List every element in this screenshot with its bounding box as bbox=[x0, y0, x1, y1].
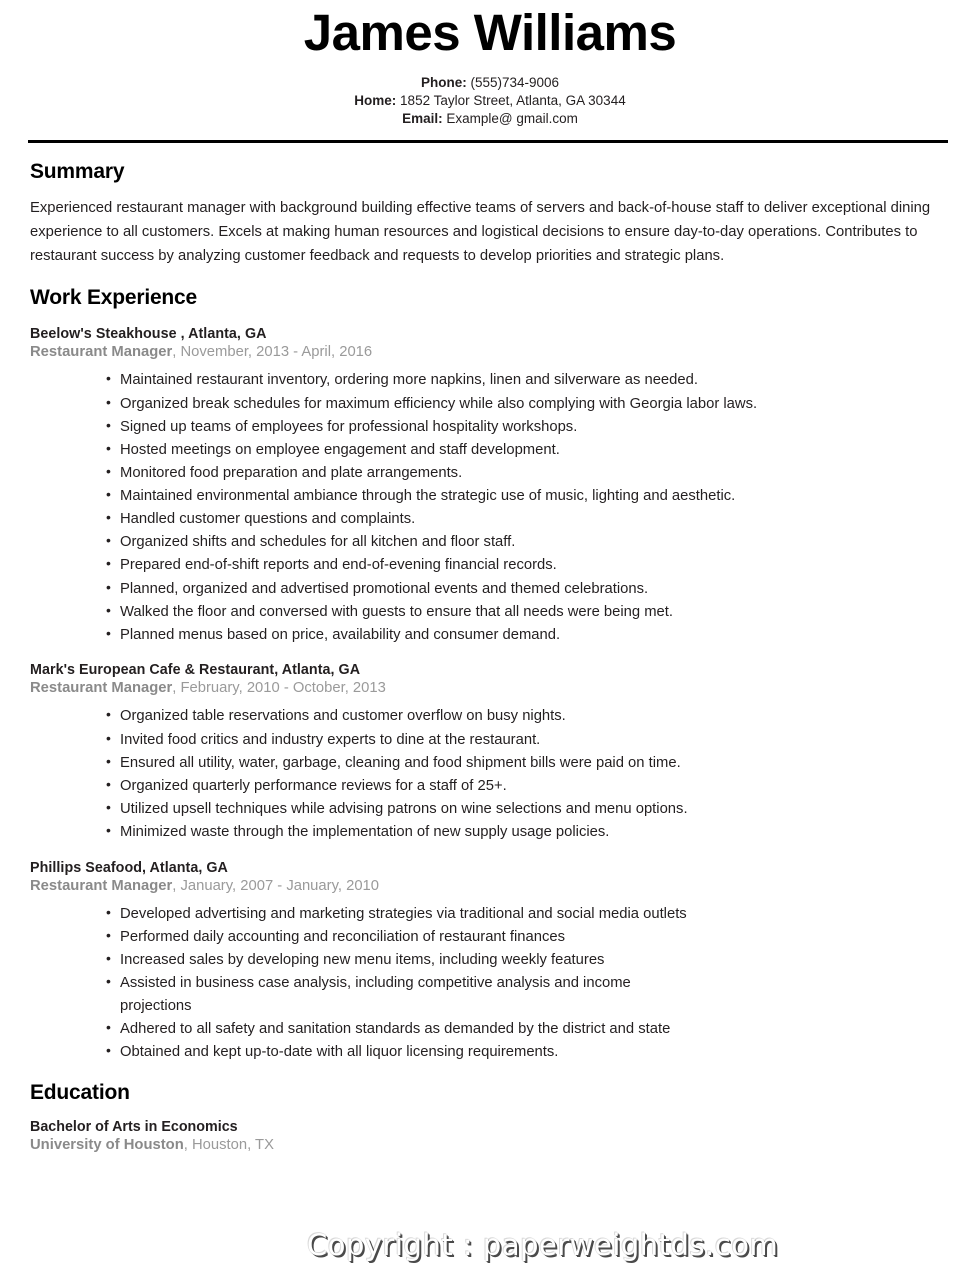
job-meta bbox=[30, 344, 952, 360]
list-item: • Ensured all utility, water, garbage, cleaning and food shipment bills were paid on time. bbox=[106, 752, 952, 775]
job-employer: Phillips Seafood, Atlanta, GA bbox=[30, 859, 228, 876]
job-dates: , November, 2013 - April, 2016 bbox=[172, 344, 373, 361]
contact-label-home: Home: bbox=[354, 92, 397, 108]
job-role: Restaurant Manager bbox=[30, 344, 173, 361]
job-dates: , January, 2007 - January, 2010 bbox=[172, 877, 380, 894]
list-item: • Maintained restaurant inventory, ordering more napkins, linen and silverware as needed. bbox=[106, 369, 952, 392]
list-item: • Assisted in business case analysis, including competitive analysis and income projections bbox=[106, 972, 696, 1017]
contact-value-email: Example@ gmail.com bbox=[446, 110, 578, 126]
summary-paragraph: Experienced restaurant manager with background building effective teams of servers and back-of-house staff to deliver exceptional dining experience to all customers. Excels at making human resources and logistical decisions to ensure day-to-day operations. Contributes to restaurant success by analyzing customer feedback and requests to develop priorities and strategic plans. bbox=[30, 200, 931, 265]
contact-label-email: Email: bbox=[402, 110, 443, 126]
section-heading-work-experience: Work Experience bbox=[30, 286, 198, 310]
section-heading-education: Education bbox=[30, 1080, 130, 1104]
contact-label-phone: Phone: bbox=[420, 75, 467, 91]
list-item: • Adhered to all safety and sanitation standards as demanded by the district and state bbox=[106, 1018, 952, 1041]
job-bullet-list bbox=[28, 903, 952, 1064]
list-item: • Organized shifts and schedules for all kitchen and floor staff. bbox=[106, 531, 952, 554]
education-location: , Houston, TX bbox=[183, 1136, 274, 1153]
job-employer: Beelow's Steakhouse , Atlanta, GA bbox=[30, 326, 267, 343]
list-item: • Obtained and kept up-to-date with all liquor licensing requirements. bbox=[106, 1041, 952, 1064]
list-item: • Organized table reservations and customer overflow on busy nights. bbox=[106, 705, 952, 728]
education-entry bbox=[28, 1119, 952, 1153]
job-entry bbox=[28, 860, 952, 1064]
header-divider bbox=[28, 140, 948, 143]
job-entry bbox=[28, 662, 952, 843]
list-item: • Handled customer questions and complaints. bbox=[106, 508, 952, 531]
list-item: • Walked the floor and conversed with guests to ensure that all needs were being met. bbox=[106, 601, 952, 624]
list-item: • Maintained environmental ambiance through the strategic use of music, lighting and aesthetic. bbox=[106, 485, 952, 508]
education-degree: Bachelor of Arts in Economics bbox=[30, 1118, 238, 1135]
job-entry bbox=[28, 326, 952, 646]
contact-value-home: 1852 Taylor Street, Atlanta, GA 30344 bbox=[400, 92, 626, 108]
list-item: • Minimized waste through the implementation of new supply usage policies. bbox=[106, 821, 952, 844]
list-item: • Monitored food preparation and plate arrangements. bbox=[106, 462, 952, 485]
contact-block bbox=[28, 74, 952, 127]
job-meta bbox=[30, 878, 952, 894]
contact-line-phone bbox=[28, 74, 952, 92]
contact-line-home bbox=[28, 92, 952, 110]
list-item: • Signed up teams of employees for professional hospitality workshops. bbox=[106, 416, 952, 439]
list-item: • Developed advertising and marketing strategies via traditional and social media outlets bbox=[106, 903, 952, 926]
education-school-line bbox=[30, 1137, 952, 1153]
list-item: • Utilized upsell techniques while advising patrons on wine selections and menu options. bbox=[106, 798, 952, 821]
copyright-watermark: Copyright : paperweightds.com bbox=[307, 1228, 779, 1262]
list-item: • Planned, organized and advertised promotional events and themed celebrations. bbox=[106, 578, 952, 601]
job-bullet-list bbox=[28, 705, 952, 843]
list-item: • Organized quarterly performance reviews for a staff of 25+. bbox=[106, 775, 952, 798]
list-item: • Performed daily accounting and reconciliation of restaurant finances bbox=[106, 926, 952, 949]
job-dates: , February, 2010 - October, 2013 bbox=[172, 680, 386, 697]
page-title: James Williams bbox=[303, 4, 677, 61]
list-item: • Invited food critics and industry experts to dine at the restaurant. bbox=[106, 729, 952, 752]
job-meta bbox=[30, 680, 952, 696]
contact-value-phone: (555)734-9006 bbox=[470, 75, 560, 91]
list-item: • Organized break schedules for maximum efficiency while also complying with Georgia labor laws. bbox=[106, 393, 952, 416]
list-item: • Planned menus based on price, availability and consumer demand. bbox=[106, 624, 952, 647]
job-role: Restaurant Manager bbox=[30, 680, 173, 697]
job-bullet-list bbox=[28, 369, 952, 646]
contact-line-email bbox=[28, 110, 952, 128]
section-heading-summary: Summary bbox=[30, 160, 125, 184]
job-role: Restaurant Manager bbox=[30, 877, 173, 894]
list-item: • Increased sales by developing new menu items, including weekly features bbox=[106, 949, 952, 972]
list-item: • Hosted meetings on employee engagement and staff development. bbox=[106, 439, 952, 462]
list-item: • Prepared end-of-shift reports and end-of-evening financial records. bbox=[106, 554, 952, 577]
education-school-name: University of Houston bbox=[30, 1136, 184, 1153]
job-employer: Mark's European Cafe & Restaurant, Atlanta, GA bbox=[30, 662, 361, 679]
